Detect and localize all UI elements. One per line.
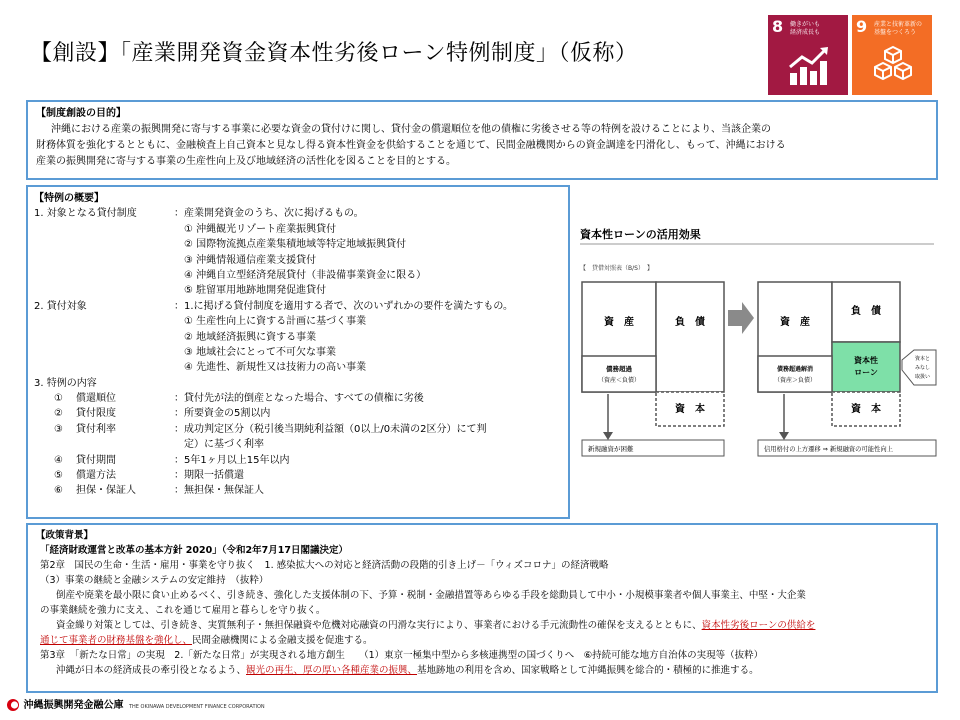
- page-title: 【創設】「産業開発資金資本性劣後ローン特例制度」（仮称）: [30, 41, 638, 66]
- overview-section: [26, 185, 570, 519]
- chapter-2-subheading: （3）事業の継続と金融システムの安定維持 （抜粋）: [40, 575, 269, 586]
- result-after: 信用格付の上方遷移 ⇒ 新規融資の可能性向上: [764, 446, 893, 453]
- policy-text: 通じて事業者の財務基盤を強化し、民間金融機関による金融支援を促進する。: [40, 635, 373, 646]
- organization-subname: THE OKINAWA DEVELOPMENT FINANCE CORPORATION: [128, 704, 265, 710]
- organization-logo-icon: [6, 698, 20, 712]
- overview-item: [34, 422, 562, 437]
- loan-label: 資本性: [854, 356, 878, 365]
- item-text: 貸付先が法的倒産となった場合、すべての債権に劣後: [184, 393, 424, 405]
- result-before: 新規融資が困難: [588, 445, 634, 453]
- highlight-text: 通じて事業者の財務基盤を強化し、: [40, 635, 193, 646]
- overview-item: [34, 376, 562, 391]
- overview-item: [34, 483, 562, 498]
- sdg-caption: 働きがいも 経済成長も: [790, 21, 821, 36]
- loan-label: ローン: [854, 368, 878, 377]
- overview-item: [34, 406, 562, 421]
- liabilities-label: 負 債: [851, 306, 881, 317]
- item-name: 償還順位: [76, 393, 116, 405]
- overview-item: [34, 437, 562, 452]
- item-colon: ：: [174, 423, 184, 435]
- sdg-caption: 産業と技術革新の 基盤をつくろう: [874, 21, 923, 36]
- item-colon: ：: [174, 393, 184, 405]
- cubes-icon: [870, 43, 916, 89]
- bs-before: [582, 282, 724, 456]
- excess-label: 債務超過解消: [776, 366, 814, 373]
- item-text: 所要資金の5割以内: [184, 408, 271, 420]
- overview-item: [34, 391, 562, 406]
- item-label: 1. 対象となる貸付制度: [34, 208, 137, 220]
- item-colon: ：: [174, 408, 184, 420]
- item-name: 担保・保証人: [76, 485, 136, 497]
- diagram-title: 資本性ローンの活用効果: [580, 228, 701, 241]
- item-no: ③: [54, 423, 63, 435]
- list-item: ② 国際物流拠点産業集積地域等特定地域振興貸付: [184, 239, 407, 251]
- overview-heading: 【特例の概要】: [34, 193, 104, 204]
- item-name: 償還方法: [76, 470, 116, 482]
- item-name: 貸付期間: [76, 454, 116, 466]
- item-name: 貸付利率: [76, 423, 116, 435]
- purpose-text: 財務体質を強化するとともに、金融検査上自己資本と見なし得る資本性資金を供給することを通じて、民間金融機関からの資金調達を円滑化し、もって、沖縄における: [36, 140, 786, 151]
- highlight-text: 資本性劣後ローンの供給を: [701, 620, 816, 631]
- item-no: ④: [54, 454, 63, 466]
- list-item: ② 地域経済振興に資する事業: [184, 331, 317, 343]
- item-no: ⑤: [54, 470, 63, 482]
- sdg-8-badge: [768, 15, 848, 95]
- item-text: 産業開発資金のうち、次に掲げるもの。: [184, 208, 364, 220]
- highlight-text: 観光の再生、厚の厚い各種産業の振興、: [246, 665, 418, 676]
- sdg-9-badge: [852, 15, 932, 95]
- item-text: 定）に基づく利率: [184, 439, 264, 451]
- list-item: ① 生産性向上に資する計画に基づく事業: [184, 316, 367, 328]
- item-name: 貸付限度: [76, 408, 116, 420]
- chapter-2-heading: 第2章 国民の生命・生活・雇用・事業を守り抜く 1. 感染拡大への対応と経済活動の段階的引き上げ－「ウィズコロナ」の経済戦略: [40, 560, 609, 571]
- overview-item: [34, 453, 562, 468]
- policy-text: 倒産や廃業を最小限に食い止めるべく、引き続き、強化した支援体制の下、予算・税制・金融措置等あらゆる手段を総動員して中小・小規模事業者や個人事業主、中堅・大企業: [56, 590, 806, 601]
- item-no: ②: [54, 408, 63, 420]
- capital-loan-block: [832, 342, 900, 392]
- item-colon: ：: [174, 485, 184, 497]
- item-no: ⑥: [54, 485, 63, 497]
- list-item: ③ 沖縄情報通信産業支援貸付: [184, 254, 317, 266]
- purpose-text: 沖縄における産業の振興開発に寄与する事業に必要な資金の貸付けに関し、貸付金の償還順位を他の債権に劣後させる等の特例を設けることにより、当該企業の: [51, 124, 771, 135]
- policy-section: [26, 523, 938, 693]
- item-colon: ：: [174, 300, 184, 312]
- item-text: 期限一括償還: [184, 470, 244, 482]
- purpose-text: 産業の振興開発に寄与する事業の生産性向上及び地域経済の活性化を図ることを目的とする。: [36, 156, 456, 167]
- item-text: 5年1ヶ月以上15年以内: [184, 454, 290, 466]
- overview-item: [34, 468, 562, 483]
- item-text: 成功判定区分（税引後当期純利益額（0以上/0未満の2区分）にて判: [184, 423, 487, 435]
- callout-text: みなし: [915, 365, 931, 371]
- callout-text: 資本と: [915, 356, 931, 362]
- list-item: ① 沖縄観光リゾート産業振興貸付: [184, 223, 337, 235]
- capital-loan-diagram: [578, 210, 938, 470]
- organization-name: 沖縄振興開発金融公庫: [23, 700, 124, 711]
- footer-logo: [6, 696, 265, 712]
- sdg-number: 8: [772, 17, 784, 36]
- excess-sub-label: （資産＜負債）: [597, 377, 641, 384]
- item-colon: ：: [174, 454, 184, 466]
- sdg-number: 9: [856, 17, 868, 36]
- item-text: 1.に掲げる貸付制度を適用する者で、次のいずれかの要件を満たすもの。: [184, 300, 513, 312]
- bs-label: 【 貸借対照表（B/S） 】: [580, 265, 653, 272]
- excess-sub-label: （資産＞負債）: [773, 377, 817, 384]
- assets-label: 資 産: [780, 317, 810, 328]
- overview-item: [34, 299, 562, 314]
- item-label: 2. 貸付対象: [34, 300, 87, 312]
- bs-after: [758, 282, 936, 456]
- list-item: ③ 地域社会にとって不可欠な事業: [184, 346, 336, 358]
- callout-text: 取扱い: [915, 374, 931, 380]
- growth-chart-icon: [788, 45, 830, 87]
- policy-text: 沖縄が日本の経済成長の牽引役となるよう、観光の再生、厚の厚い各種産業の振興、基地跡地の利用を含め、国家戦略として沖縄振興を総合的・積極的に推進する。: [56, 665, 759, 676]
- chapter-3-heading: 第3章 「新たな日常」の実現 2.「新たな日常」が実現される地方創生 （1）東京一極集中型から多核連携型の国づくりへ ⑥持続可能な地方自治体の実現等（抜粋）: [40, 650, 764, 661]
- policy-heading: 【政策背景】: [36, 530, 94, 541]
- right-arrow-icon: [728, 302, 754, 334]
- policy-text: の事業継続を強力に支え、これを通じて雇用と暮らしを守り抜く。: [40, 605, 326, 616]
- capital-label: 資 本: [851, 404, 881, 415]
- excess-label: 債務超過: [606, 365, 632, 373]
- purpose-heading: 【制度創設の目的】: [36, 108, 126, 119]
- policy-subheading: 「経済財政運営と改革の基本方針 2020」（令和2年7月17日閣議決定）: [40, 545, 348, 556]
- list-item: ⑤ 駐留軍用地跡地開発促進貸付: [184, 285, 327, 297]
- list-item: ④ 沖縄自立型経済発展貸付（非設備事業資金に限る）: [184, 269, 427, 281]
- item-label: 3. 特例の内容: [34, 377, 97, 389]
- liabilities-label: 負 債: [675, 317, 705, 328]
- item-text: 無担保・無保証人: [184, 485, 264, 497]
- item-colon: ：: [174, 470, 184, 482]
- purpose-section: [26, 100, 938, 180]
- capital-label: 資 本: [675, 404, 705, 415]
- item-no: ①: [54, 393, 63, 405]
- item-colon: ：: [174, 208, 184, 220]
- policy-text: 資金繰り対策としては、引き続き、実質無利子・無担保融資や危機対応融資の円滑な実行により、事業者における手元流動性の確保を支えるとともに、資本性劣後ローンの供給を: [56, 620, 816, 631]
- list-item: ④ 先進性、新規性又は技術力の高い事業: [184, 362, 367, 374]
- assets-label: 資 産: [604, 317, 634, 328]
- overview-item: [34, 206, 562, 221]
